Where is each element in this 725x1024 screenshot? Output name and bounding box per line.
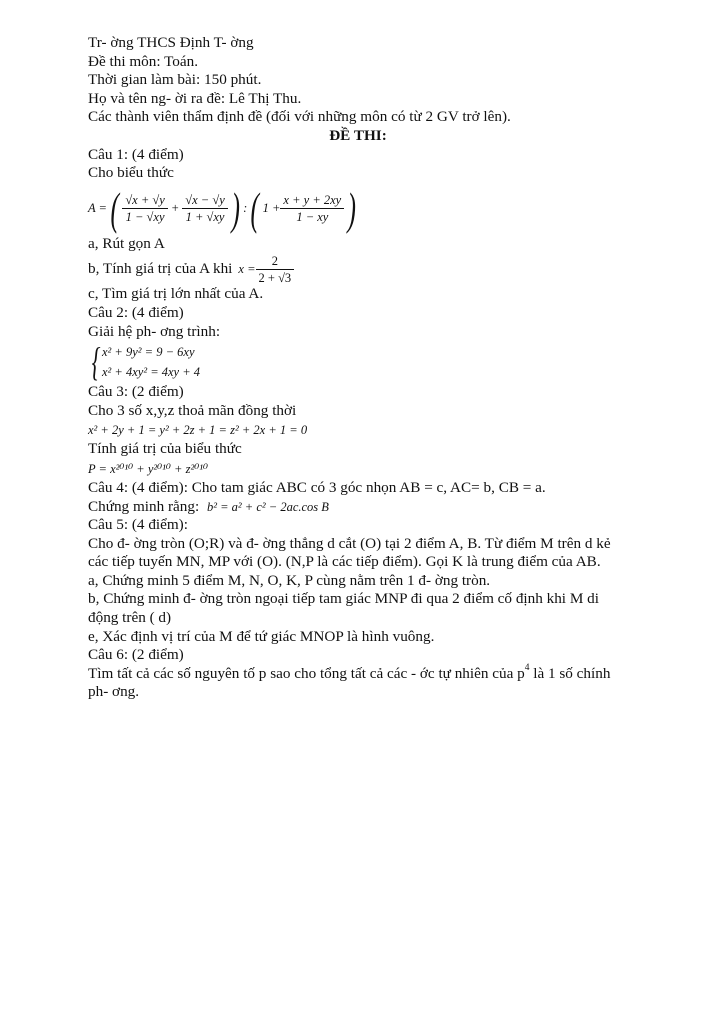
q3-expression-p: P = x²⁰¹⁰ + y²⁰¹⁰ + z²⁰¹⁰ xyxy=(88,461,208,476)
q1-part-c: c, Tìm giá trị lớn nhất của A. xyxy=(88,285,264,303)
q1-f2-num: √x − √y xyxy=(182,192,228,209)
q5-part-b: b, Chứng minh đ- ờng tròn ngoại tiếp tam giác MNP đi qua 2 điểm cố định khi M di động trên ( d) xyxy=(88,590,599,627)
q1-f3-num: x + y + 2xy xyxy=(280,192,344,209)
q1-fraction-2 xyxy=(182,192,228,225)
q1-f1-num: √x + √y xyxy=(122,192,168,209)
q1-intro: Cho biểu thức xyxy=(88,164,174,182)
left-brace-icon: { xyxy=(91,339,101,385)
left-paren-icon: ( xyxy=(250,182,260,234)
exam-document xyxy=(88,34,628,702)
q6-text-post: là 1 số chính ph- ơng. xyxy=(88,664,611,701)
q1-fraction-3 xyxy=(280,192,344,225)
q4-heading: Câu 4: (4 điểm): Cho tam giác ABC có 3 góc nhọn AB = c, AC= b, CB = a. xyxy=(88,478,546,496)
q1-f3-den: 1 − xy xyxy=(296,210,329,225)
q5-heading: Câu 5: (4 điểm): xyxy=(88,516,188,534)
q4-prove-label: Chứng minh rằng: xyxy=(88,497,200,515)
q1-heading: Câu 1: (4 điểm) xyxy=(88,145,184,163)
left-paren-icon: ( xyxy=(110,182,119,234)
q6-heading: Câu 6: (2 điểm) xyxy=(88,646,184,664)
school-name: Tr- ờng THCS Định T- ờng xyxy=(88,34,254,51)
q1-b-fraction xyxy=(256,253,295,286)
q1-plus: + xyxy=(170,201,180,216)
q1-fraction-1 xyxy=(122,192,168,225)
q1-b-den: 2 + √3 xyxy=(258,270,292,285)
q1-b-text: b, Tính giá trị của A khi xyxy=(88,260,233,278)
exam-title: ĐỀ THI: xyxy=(329,126,387,144)
q4-prove xyxy=(88,498,628,517)
q2-heading: Câu 2: (4 điểm) xyxy=(88,303,184,321)
q1-part-a: a, Rút gọn A xyxy=(88,234,165,252)
q1-colon: : xyxy=(243,201,248,216)
q1-b-num: 2 xyxy=(256,253,295,270)
q5-part-a: a, Chứng minh 5 điểm M, N, O, K, P cùng nằm trên 1 đ- ờng tròn. xyxy=(88,571,491,589)
q1-lhs: A = xyxy=(88,201,107,216)
q6-superscript: 4 xyxy=(524,663,530,674)
q1-part-b xyxy=(88,253,628,285)
exam-reviewers: Các thành viên thẩm định đề (đối với những môn có từ 2 GV trở lên). xyxy=(88,108,511,126)
right-paren-icon: ) xyxy=(231,182,240,234)
q3-ask: Tính giá trị của biểu thức xyxy=(88,440,242,458)
q4-equation: b² = a² + c² − 2ac.cos B xyxy=(206,499,329,514)
q1-one-plus: 1 + xyxy=(262,201,281,216)
q6-text-pre: Tìm tất cả các số nguyên tố p sao cho tổng tất cả các - ớc tự nhiên của p xyxy=(88,664,525,682)
q3-heading: Câu 3: (2 điểm) xyxy=(88,383,184,401)
exam-author: Họ và tên ng- ời ra đề: Lê Thị Thu. xyxy=(88,89,302,107)
exam-subject: Đề thi môn: Toán. xyxy=(88,52,199,70)
q1-b-eq: x = xyxy=(238,262,256,277)
q1-expression xyxy=(88,183,628,235)
q2-eq2: x² + 4xy² = 4xy + 4 xyxy=(102,365,201,380)
exam-time: Thời gian làm bài: 150 phút. xyxy=(88,71,262,89)
q2-intro: Giải hệ ph- ơng trình: xyxy=(88,322,221,340)
q5-part-e: e, Xác định vị trí của M để tứ giác MNOP là hình vuông. xyxy=(88,627,435,645)
q1-f2-den: 1 + √xy xyxy=(185,210,225,225)
q5-text: Cho đ- ờng tròn (O;R) và đ- ờng thẳng d cắt (O) tại 2 điểm A, B. Từ điểm M trên d kẻ các tiếp tuyến MN, MP với (O). (N,P là các tiếp điểm). Gọi K là trung điểm của AB. xyxy=(88,534,611,571)
q1-f1-den: 1 − √xy xyxy=(125,210,165,225)
q3-intro: Cho 3 số x,y,z thoả mãn đồng thời xyxy=(88,401,297,419)
right-paren-icon: ) xyxy=(347,182,357,234)
q2-eq1: x² + 9y² = 9 − 6xy xyxy=(102,345,195,360)
q3-equation: x² + 2y + 1 = y² + 2z + 1 = z² + 2x + 1 = 0 xyxy=(88,423,308,438)
q2-system xyxy=(88,341,628,383)
q6-text xyxy=(88,665,628,702)
